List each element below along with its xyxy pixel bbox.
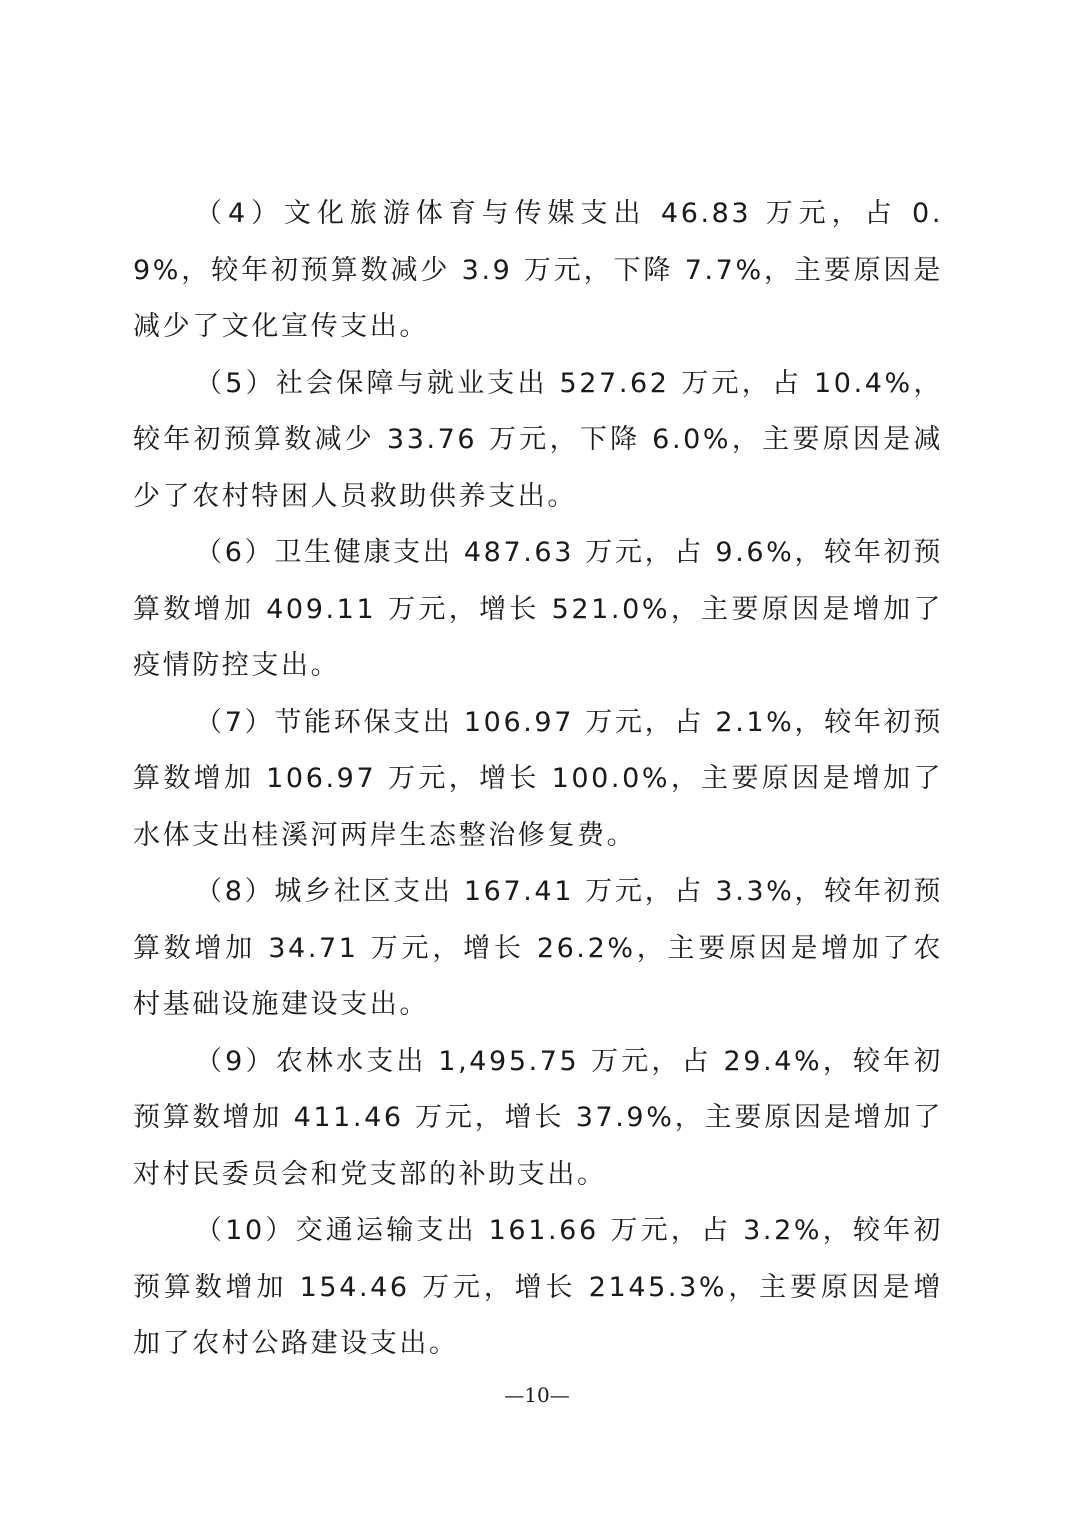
paragraph-item-10: （10）交通运输支出 161.66 万元，占 3.2%，较年初预算数增加 154.46 万元，增长 2145.3%，主要原因是增加了农村公路建设支出。 bbox=[133, 1215, 943, 1359]
paragraph-item-4: （4）文化旅游体育与传媒支出 46.83 万元，占 0.9%，较年初预算数减少 3.9 万元，下降 7.7%，主要原因是减少了文化宣传支出。 bbox=[133, 198, 943, 342]
paragraph-item-9: （9）农林水支出 1,495.75 万元，占 29.4%，较年初预算数增加 411.46 万元，增长 37.9%，主要原因是增加了对村民委员会和党支部的补助支出。 bbox=[133, 1045, 943, 1190]
paragraph-item-6: （6）卫生健康支出 487.63 万元，占 9.6%，较年初预算数增加 409.11 万元，增长 521.0%，主要原因是增加了疫情防控支出。 bbox=[133, 537, 943, 681]
paragraph-item-5: （5）社会保障与就业支出 527.62 万元，占 10.4%，较年初预算数减少 33.76 万元，下降 6.0%，主要原因是减少了农村特困人员救助供养支出。 bbox=[133, 367, 943, 512]
document-body bbox=[133, 186, 943, 1373]
page-number: —10— bbox=[504, 1383, 570, 1407]
paragraph-item-7: （7）节能环保支出 106.97 万元，占 2.1%，较年初预算数增加 106.97 万元，增长 100.0%，主要原因是增加了水体支出桂溪河两岸生态整治修复费。 bbox=[133, 706, 943, 851]
paragraph-item-8: （8）城乡社区支出 167.41 万元，占 3.3%，较年初预算数增加 34.71 万元，增长 26.2%，主要原因是增加了农村基础设施建设支出。 bbox=[133, 876, 943, 1020]
